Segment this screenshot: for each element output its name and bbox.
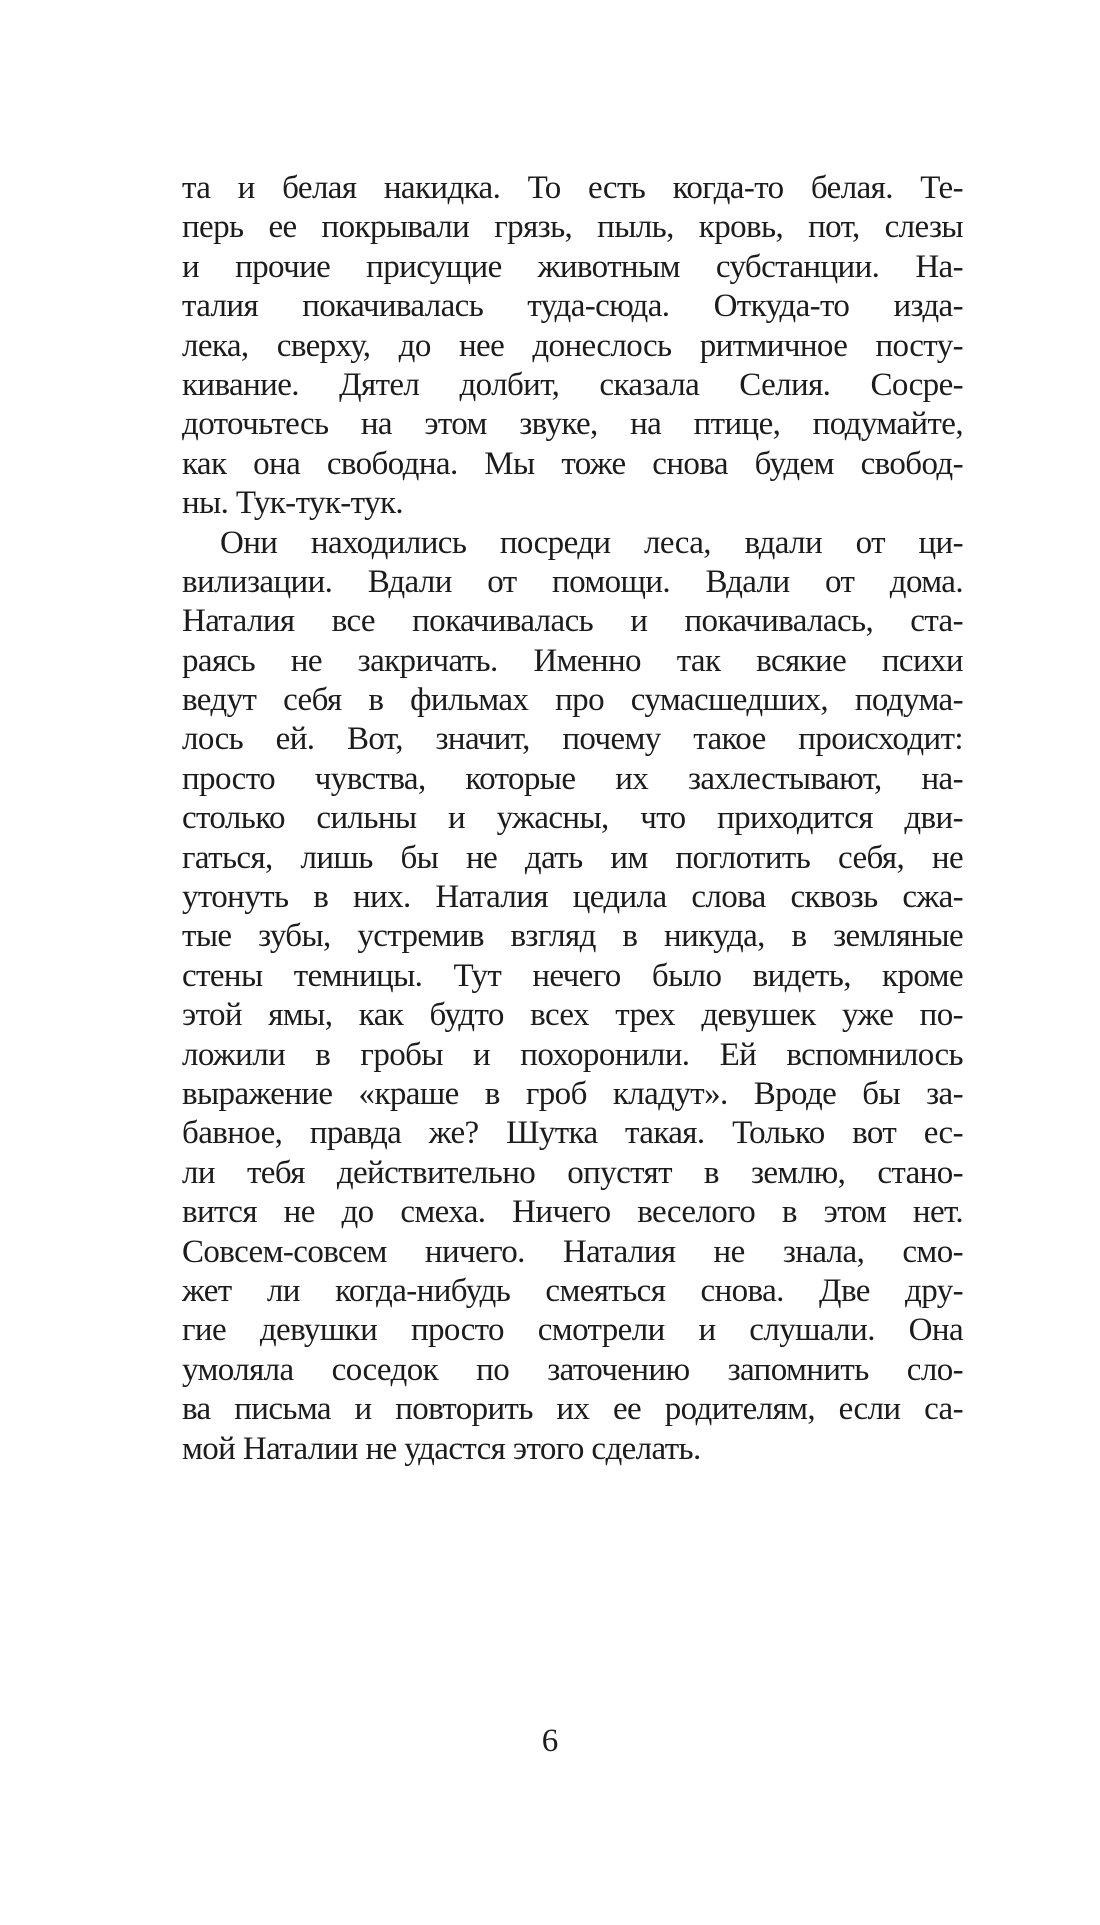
text-line: просто чувства, которые их захлестывают, на- xyxy=(182,760,963,797)
text-line: ведут себя в фильмах про сумасшедших, подума- xyxy=(182,682,963,719)
text-line: лека, сверху, до нее донеслось ритмичное посту- xyxy=(182,327,963,364)
text-line: раясь не закричать. Именно так всякие психи xyxy=(182,642,963,679)
text-line: умоляла соседок по заточению запомнить сло- xyxy=(182,1351,963,1388)
text-line: бавное, правда же? Шутка такая. Только вот ес- xyxy=(182,1115,963,1152)
text-line: как она свободна. Мы тоже снова будем свобод- xyxy=(182,445,963,482)
text-line: вится не до смеха. Ничего веселого в этом нет. xyxy=(182,1194,963,1231)
text-line: кивание. Дятел долбит, сказала Селия. Сосре- xyxy=(182,366,963,403)
text-line: и прочие присущие животным субстанции. На- xyxy=(182,248,963,285)
text-line: вилизации. Вдали от помощи. Вдали от дома. xyxy=(182,563,963,600)
text-line: ва письма и повторить их ее родителям, если са- xyxy=(182,1391,963,1428)
paragraph-1 xyxy=(182,169,963,524)
text-line: стены темницы. Тут нечего было видеть, кроме xyxy=(182,957,963,994)
text-line: Они находились посреди леса, вдали от ци- xyxy=(220,524,963,561)
paragraph-2 xyxy=(182,524,963,1469)
text-line: жет ли когда-нибудь смеяться снова. Две дру- xyxy=(182,1272,963,1309)
text-line: этой ямы, как будто всех трех девушек уже по- xyxy=(182,997,963,1034)
text-line: выражение «краше в гроб кладут». Вроде бы за- xyxy=(182,1075,963,1112)
text-line: лось ей. Вот, значит, почему такое происходит: xyxy=(182,721,963,758)
body-text xyxy=(182,169,963,1469)
text-line: та и белая накидка. То есть когда-то белая. Те- xyxy=(182,170,963,206)
text-line: гаться, лишь бы не дать им поглотить себя, не xyxy=(182,839,963,876)
text-line: ложили в гробы и похоронили. Ей вспомнилось xyxy=(182,1036,963,1073)
text-line: доточьтесь на этом звуке, на птице, подумайте, xyxy=(182,406,963,443)
text-line: Наталия все покачивалась и покачивалась, ста- xyxy=(182,603,963,640)
text-line: гие девушки просто смотрели и слушали. Она xyxy=(182,1312,963,1349)
text-line: утонуть в них. Наталия цедила слова сквозь сжа- xyxy=(182,879,963,916)
text-line: ны. Тук-тук-тук. xyxy=(182,485,404,522)
text-line: мой Наталии не удастся этого сделать. xyxy=(182,1430,701,1467)
page-number: 6 xyxy=(541,1723,559,1759)
text-line: столько сильны и ужасны, что приходится дви- xyxy=(182,800,963,837)
text-line: тые зубы, устремив взгляд в никуда, в земляные xyxy=(182,918,963,955)
text-line: талия покачивалась туда-сюда. Откуда-то изда- xyxy=(182,288,963,325)
text-line: перь ее покрывали грязь, пыль, кровь, пот, слезы xyxy=(182,209,963,246)
text-line: Совсем-совсем ничего. Наталия не знала, смо- xyxy=(182,1233,963,1270)
text-line: ли тебя действительно опустят в землю, стано- xyxy=(182,1154,963,1191)
